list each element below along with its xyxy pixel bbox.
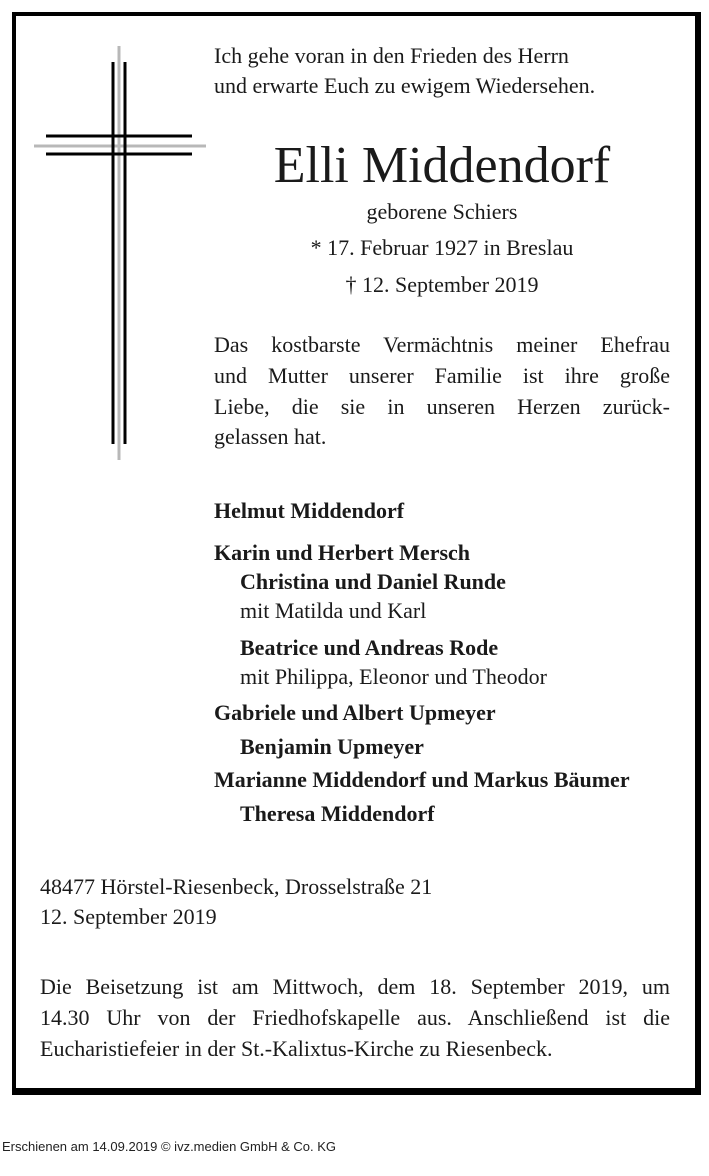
mourner-name: Benjamin Upmeyer [240,734,424,759]
mourner-name: Beatrice und Andreas Rode [240,635,499,660]
mourner-name: Gabriele und Albert Upmeyer [214,700,496,725]
funeral-line-3: Eucharistiefeier in der St.-Kalixtus-Kirche zu Riesenbeck. [40,1036,553,1061]
cross-icon [34,46,206,466]
mourner-name: Karin und Herbert Mersch [214,540,471,565]
verse-line-2: und erwarte Euch zu ewigem Wiedersehen. [214,73,596,98]
funeral-line-2: 14.30 Uhr von der Friedhofskapelle aus. Anschließend ist die [40,1005,670,1030]
mourner-children: mit Matilda und Karl [240,598,427,623]
deceased-name: Elli Middendorf [273,137,611,194]
legacy-line-4: gelassen hat. [214,424,327,449]
publication-footer: Erschienen am 14.09.2019 © ivz.medien GmbH & Co. KG [2,1139,337,1154]
death-date: † 12. September 2019 [345,272,539,297]
legacy-line-1: Das kostbarste Vermächtnis meiner Ehefrau [214,332,670,357]
mourner-children: mit Philippa, Eleonor und Theodor [240,664,547,689]
mourner-name: Christina und Daniel Runde [240,569,506,594]
legacy-line-3: Liebe, die sie in unseren Herzen zurück- [214,394,670,419]
address: 48477 Hörstel-Riesenbeck, Drosselstraße 21 [40,874,433,899]
funeral-line-1: Die Beisetzung ist am Mittwoch, dem 18. September 2019, um [40,974,670,999]
mourner-name: Theresa Middendorf [240,801,435,826]
mourner-name: Helmut Middendorf [214,498,405,523]
legacy-line-2: und Mutter unserer Familie ist ihre große [214,363,670,388]
born-name: geborene Schiers [366,199,518,224]
notice-date: 12. September 2019 [40,904,217,929]
verse-line-1: Ich gehe voran in den Frieden des Herrn [214,43,569,68]
mourner-name: Marianne Middendorf und Markus Bäumer [214,767,630,792]
birth-date: * 17. Februar 1927 in Breslau [310,235,574,260]
